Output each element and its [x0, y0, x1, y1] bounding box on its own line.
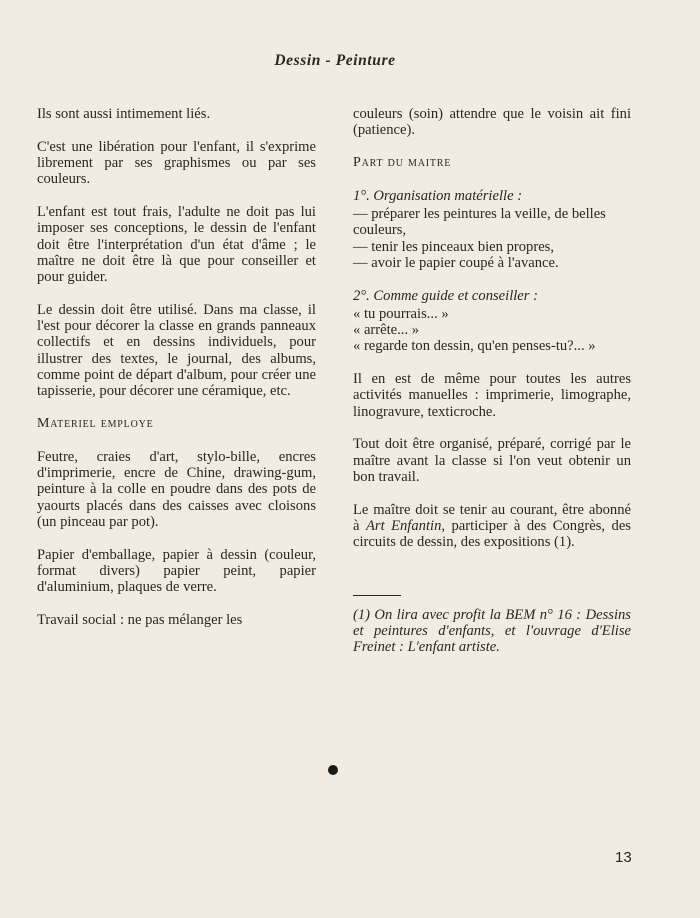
paragraph: Feutre, craies d'art, stylo-bille, encres d'imprimerie, encre de Chine, drawing-gum, peinture à la colle en poudre dans des pots de yaourts placés dans des caisses avec cloisons (un pinceau par pot).	[37, 448, 316, 530]
paragraph: L'enfant est tout frais, l'adulte ne doit pas lui imposer ses conceptions, le dessin de l'enfant doit être l'interprétation d'un état d'âme ; le maître ne doit être là que pour conseiller et pour guider.	[37, 203, 316, 286]
paragraph: Le dessin doit être utilisé. Dans ma classe, il l'est pour décorer la classe en grands panneaux collectifs et en dessins individuels, pour illustrer des textes, le journal, des albums, comme point de départ d'album, pour créer une tapisserie, pour décorer une céramique, etc.	[37, 301, 316, 400]
left-column	[37, 106, 316, 645]
list-item: — préparer les peintures la veille, de belles couleurs,	[353, 205, 606, 239]
ornament-dot	[328, 765, 338, 775]
text-run: , participer à des Congrès, des circuits de dessin, des expositions (1).	[353, 517, 631, 551]
paragraph: couleurs (soin) attendre que le voisin ait fini (patience).	[353, 106, 631, 139]
paragraph: Il en est de même pour toutes les autres activités manuelles : imprimerie, limographe, linogravure, texticroche.	[353, 371, 631, 420]
quote-line: « arrête... »	[353, 322, 420, 339]
quote-line: « regarde ton dessin, qu'en penses-tu?... »	[353, 338, 596, 355]
paragraph: Travail social : ne pas mélanger les	[37, 611, 243, 628]
paragraph: Papier d'emballage, papier à dessin (couleur, format divers) papier peint, papier d'aluminium, plaques de verre.	[37, 546, 316, 596]
quote-line: « tu pourrais... »	[353, 305, 449, 322]
list-item: — tenir les pinceaux bien propres,	[353, 238, 555, 255]
section-heading-part-du-maitre: Part du maitre	[353, 154, 452, 170]
publication-title: Art Enfantin	[365, 517, 442, 534]
paragraph: Ils sont aussi intimement liés.	[37, 106, 211, 122]
text-run: Le maître doit se tenir au courant, être abonné à	[353, 501, 631, 534]
paragraph	[353, 502, 631, 551]
subheading: 1°. Organisation matérielle :	[353, 187, 523, 204]
footnote-divider	[353, 595, 401, 596]
paragraph: C'est une libération pour l'enfant, il s'exprime librement par ses graphismes ou par ses couleurs.	[37, 138, 316, 188]
footnote: (1) On lira avec profit la BEM n° 16 : Dessins et peintures d'enfants, et l'ouvrage d'Elise Freinet : L'enfant artiste.	[353, 606, 631, 656]
list-item: — avoir le papier coupé à l'avance.	[353, 254, 559, 271]
section-heading-materiel: Materiel employe	[37, 416, 154, 432]
paragraph: Tout doit être organisé, préparé, corrigé par le maître avant la classe si l'on veut obtenir un bon travail.	[353, 436, 631, 485]
right-column	[353, 106, 631, 655]
page-header: Dessin - Peinture	[274, 52, 396, 69]
page-number: 13	[615, 849, 632, 866]
subheading: 2°. Comme guide et conseiller :	[353, 287, 538, 304]
